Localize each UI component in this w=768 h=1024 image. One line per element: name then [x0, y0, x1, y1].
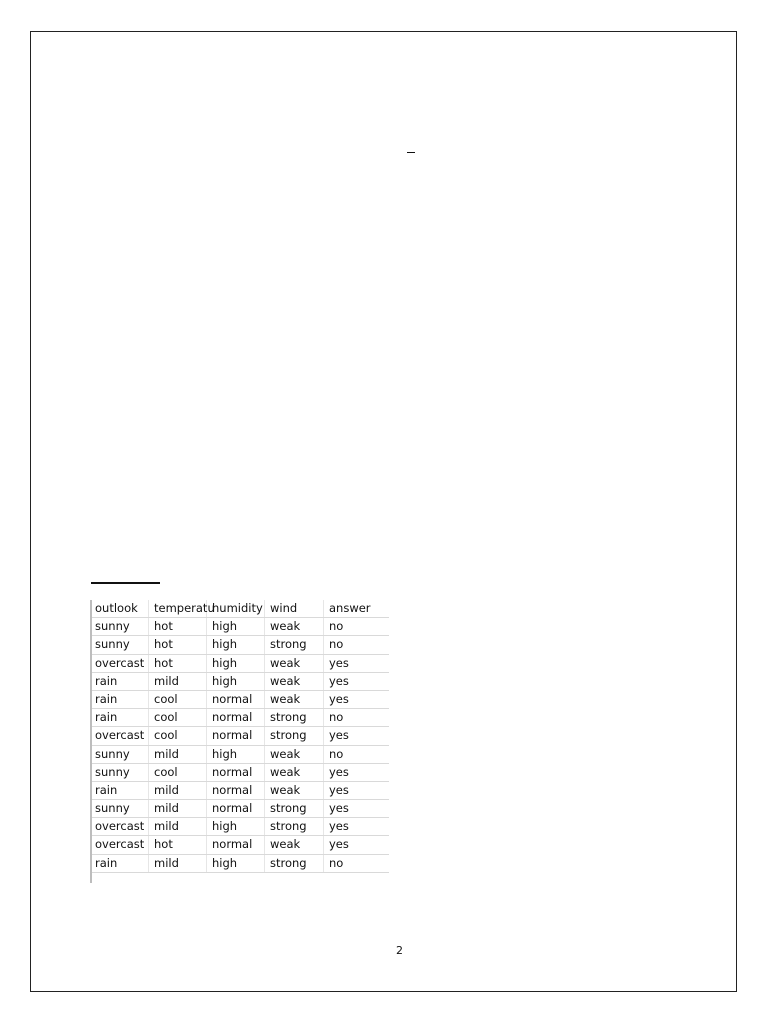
- cell-wind: strong: [265, 800, 324, 817]
- cell-answer: yes: [329, 837, 349, 852]
- cell-humidity: normal: [207, 782, 265, 799]
- cell-outlook: rain: [90, 782, 149, 799]
- cell-wind: weak: [265, 764, 324, 781]
- cell-answer: yes: [329, 691, 349, 706]
- cell-answer: yes: [329, 782, 349, 797]
- cell-outlook: overcast: [90, 818, 149, 835]
- cell-outlook: overcast: [90, 727, 149, 744]
- table-row: [90, 673, 389, 691]
- cell-humidity: high: [207, 673, 265, 690]
- table-row: [90, 764, 389, 782]
- cell-outlook: overcast: [90, 655, 149, 672]
- cell-outlook: sunny: [90, 764, 149, 781]
- cell-wind: strong: [265, 818, 324, 835]
- cell-temperature: hot: [149, 618, 207, 635]
- cell-wind: weak: [265, 618, 324, 635]
- table-row: [90, 782, 389, 800]
- cell-outlook: rain: [90, 673, 149, 690]
- cell-wind: strong: [265, 709, 324, 726]
- table-header-row: [90, 600, 389, 618]
- section-underline: [91, 582, 160, 584]
- cell-temperature: mild: [149, 855, 207, 872]
- cell-answer: yes: [329, 819, 349, 834]
- cell-wind: strong: [265, 636, 324, 653]
- cell-outlook: sunny: [90, 800, 149, 817]
- cell-humidity: normal: [207, 691, 265, 708]
- cell-answer: no: [329, 637, 344, 652]
- table-row: [90, 836, 389, 854]
- cell-wind: weak: [265, 782, 324, 799]
- header-wind: wind: [265, 600, 324, 617]
- cell-temperature: cool: [149, 764, 207, 781]
- table-row: [90, 727, 389, 745]
- cell-temperature: hot: [149, 655, 207, 672]
- cell-temperature: cool: [149, 709, 207, 726]
- cell-wind: weak: [265, 836, 324, 853]
- cell-wind: weak: [265, 746, 324, 763]
- table-row: [90, 691, 389, 709]
- cell-answer: yes: [329, 655, 349, 670]
- cell-wind: weak: [265, 655, 324, 672]
- cell-answer: yes: [329, 801, 349, 816]
- cell-answer: no: [329, 746, 344, 761]
- cell-answer: no: [329, 710, 344, 725]
- cell-temperature: hot: [149, 636, 207, 653]
- cell-humidity: high: [207, 655, 265, 672]
- cell-humidity: high: [207, 618, 265, 635]
- cell-temperature: mild: [149, 800, 207, 817]
- cell-temperature: cool: [149, 691, 207, 708]
- dash-mark: [407, 152, 415, 153]
- table-row: [90, 636, 389, 654]
- cell-temperature: mild: [149, 746, 207, 763]
- header-outlook: outlook: [90, 600, 149, 617]
- cell-temperature: hot: [149, 836, 207, 853]
- cell-outlook: sunny: [90, 618, 149, 635]
- cell-answer: yes: [329, 728, 349, 743]
- table-row: [90, 618, 389, 636]
- table-row: [90, 746, 389, 764]
- header-temperature: temperatu: [149, 600, 207, 617]
- page-number: 2: [396, 944, 403, 957]
- cell-answer: yes: [329, 673, 349, 688]
- cell-answer: yes: [329, 764, 349, 779]
- cell-temperature: cool: [149, 727, 207, 744]
- header-humidity: humidity: [207, 600, 265, 617]
- cell-outlook: sunny: [90, 746, 149, 763]
- cell-outlook: overcast: [90, 836, 149, 853]
- cell-outlook: rain: [90, 855, 149, 872]
- cell-humidity: normal: [207, 764, 265, 781]
- cell-outlook: rain: [90, 691, 149, 708]
- empty-row: [90, 873, 389, 882]
- table-row: [90, 709, 389, 727]
- cell-humidity: normal: [207, 727, 265, 744]
- cell-humidity: normal: [207, 836, 265, 853]
- header-answer: answer: [329, 601, 371, 615]
- table-row: [90, 855, 389, 873]
- table-row: [90, 800, 389, 818]
- cell-outlook: sunny: [90, 636, 149, 653]
- cell-humidity: high: [207, 818, 265, 835]
- cell-answer: no: [329, 619, 344, 634]
- cell-wind: strong: [265, 727, 324, 744]
- cell-temperature: mild: [149, 818, 207, 835]
- cell-humidity: normal: [207, 800, 265, 817]
- cell-temperature: mild: [149, 673, 207, 690]
- cell-humidity: high: [207, 636, 265, 653]
- cell-answer: no: [329, 855, 344, 870]
- cell-wind: weak: [265, 691, 324, 708]
- table-row: [90, 655, 389, 673]
- cell-humidity: high: [207, 746, 265, 763]
- cell-wind: strong: [265, 855, 324, 872]
- table-body: [90, 618, 389, 873]
- table-row: [90, 818, 389, 836]
- cell-humidity: high: [207, 855, 265, 872]
- spreadsheet-table: [90, 600, 389, 882]
- cell-wind: weak: [265, 673, 324, 690]
- cell-humidity: normal: [207, 709, 265, 726]
- cell-outlook: rain: [90, 709, 149, 726]
- cell-temperature: mild: [149, 782, 207, 799]
